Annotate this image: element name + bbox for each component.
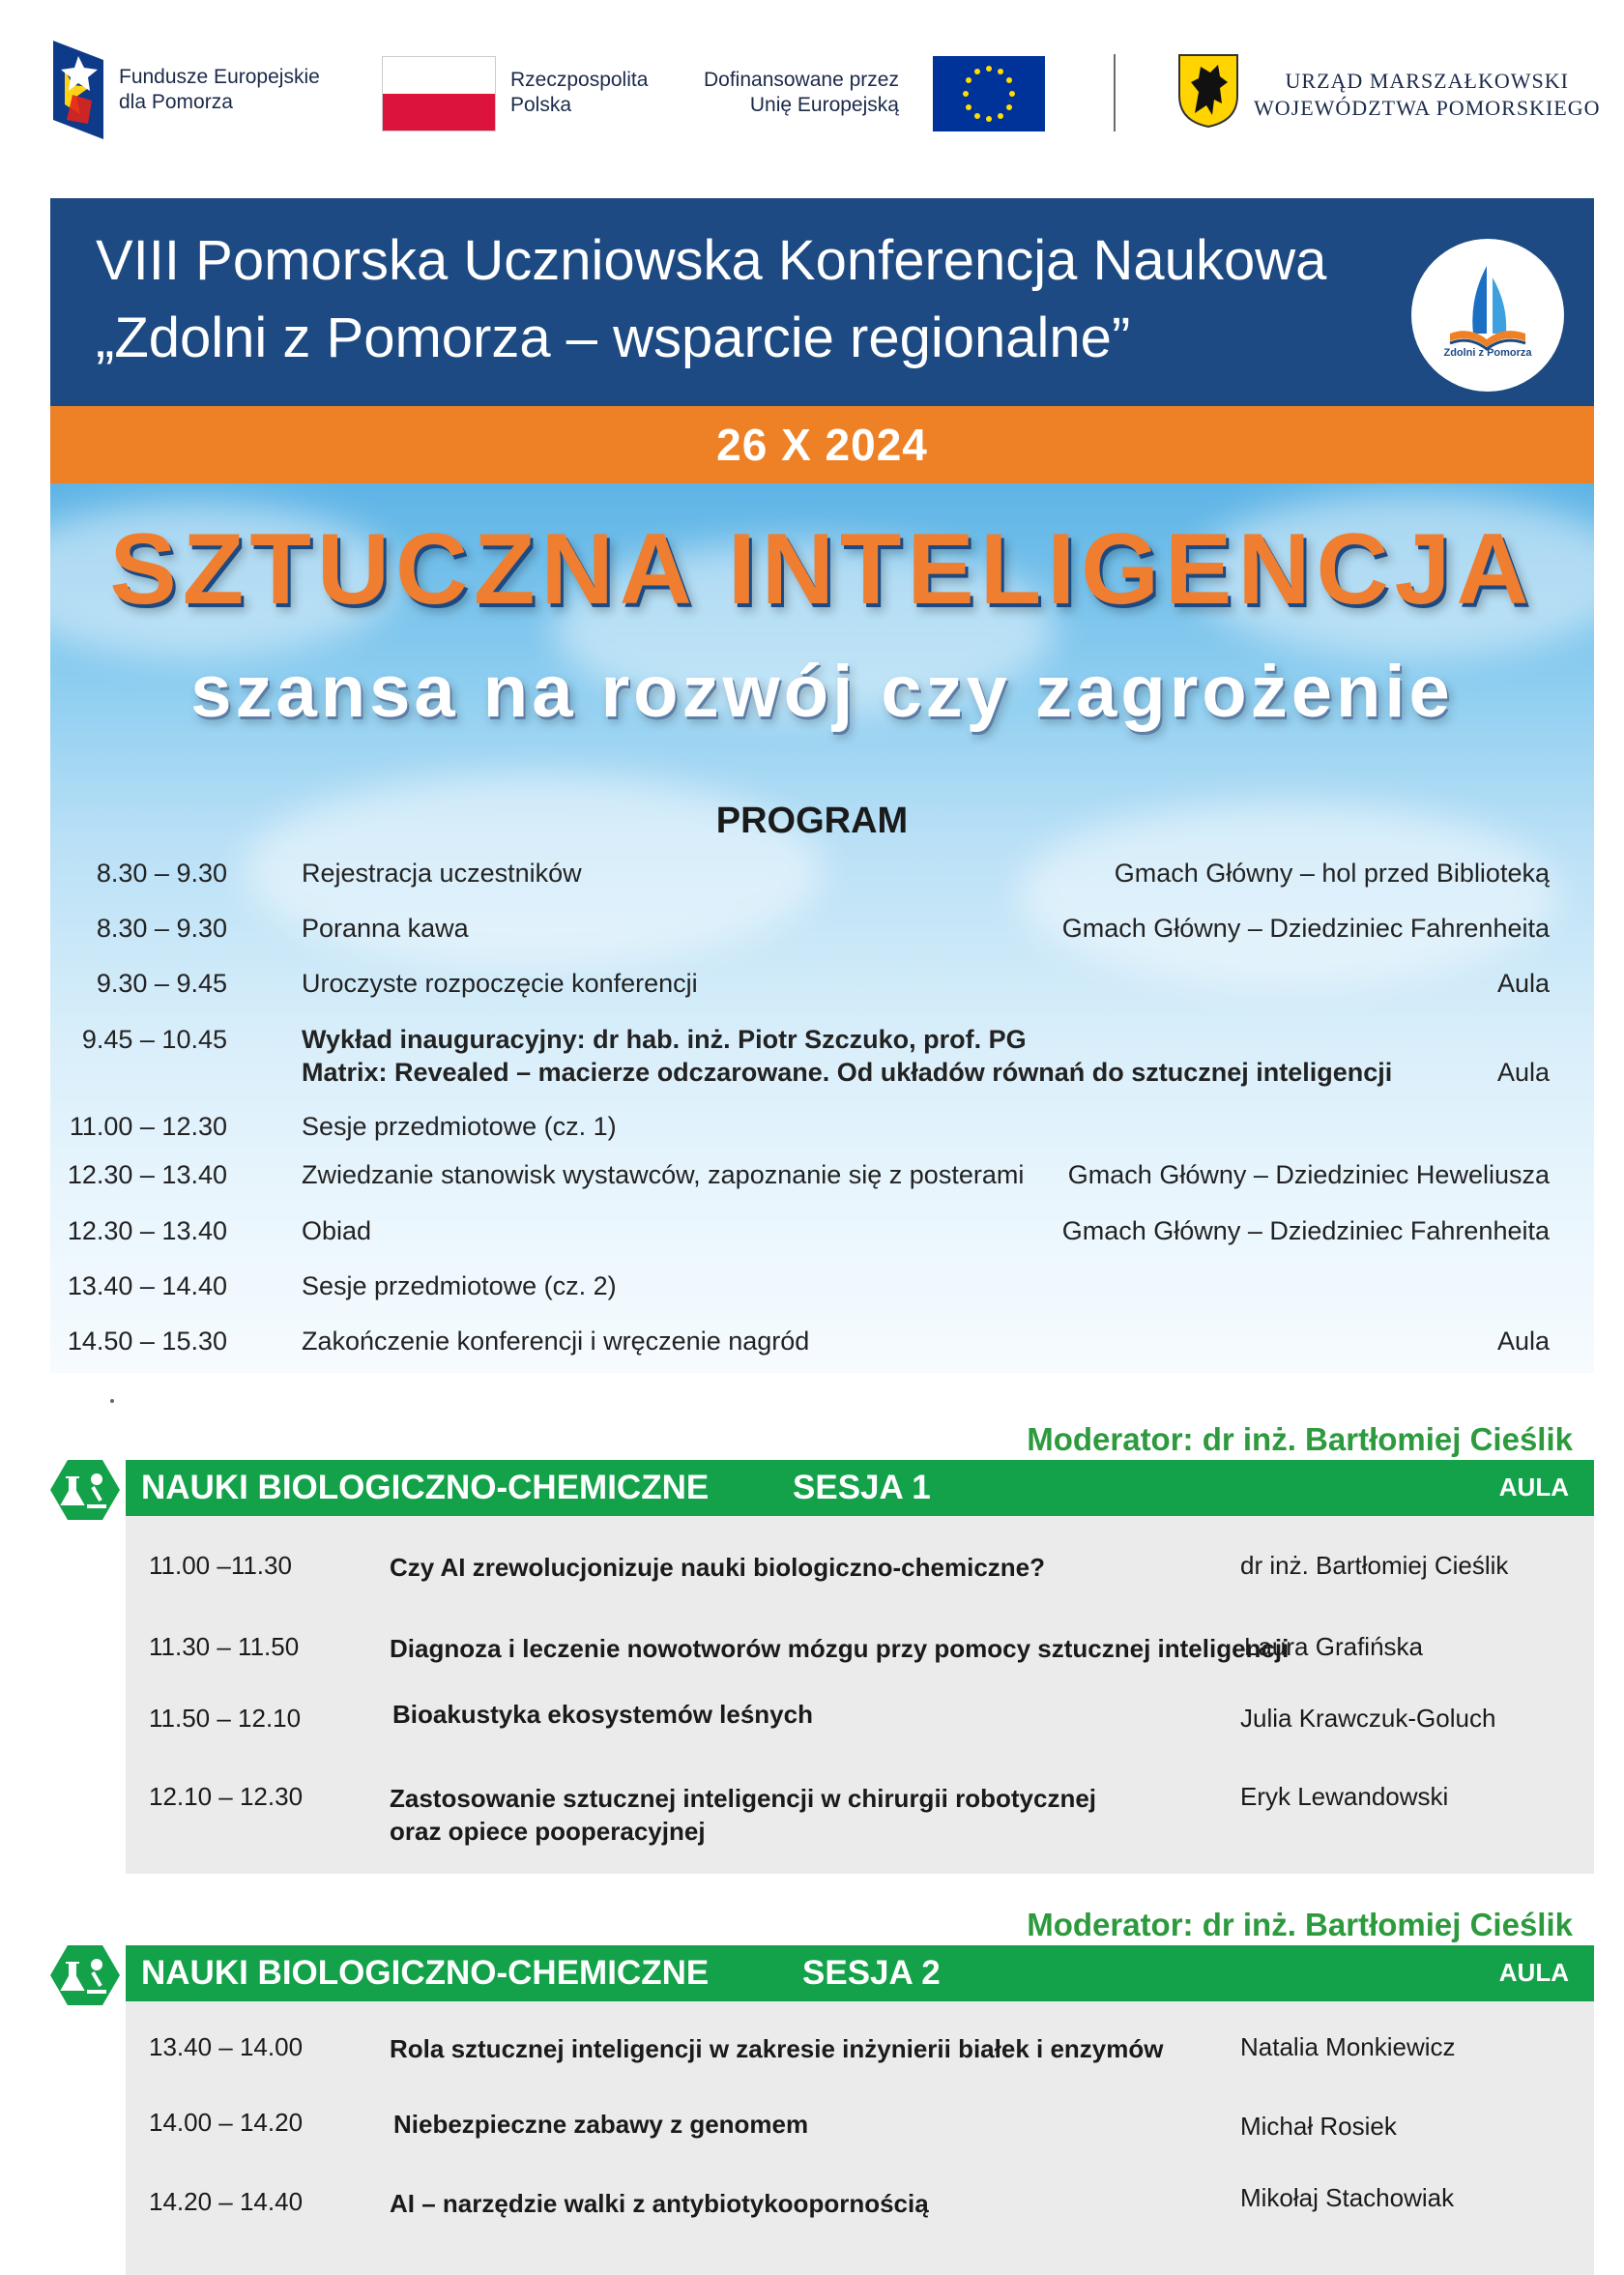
program-desc: Sesje przedmiotowe (cz. 2) [302, 1271, 617, 1300]
theme-subtitle: szansa na rozwój czy zagrożenie [190, 651, 1454, 733]
conference-header [50, 198, 1594, 406]
program-time: 11.00 – 12.30 [69, 1112, 227, 1141]
talk-time: 12.10 – 12.30 [149, 1782, 304, 1811]
talk-title: AI – narzędzie walki z antybiotykoopornością [390, 2189, 929, 2218]
fe-text-line1: Fundusze Europejskie [119, 66, 320, 88]
fe-text-line2: dla Pomorza [119, 91, 233, 113]
session1-moderator: Moderator: dr inż. Bartłomiej Cieślik [1027, 1421, 1573, 1457]
talk-speaker: Eryk Lewandowski [1240, 1782, 1449, 1811]
program-location: Aula [1496, 1058, 1550, 1087]
biology-chemistry-icon [50, 1458, 120, 1522]
rp-logo-text [510, 68, 648, 118]
program-desc: Obiad [302, 1216, 372, 1245]
program-time: 14.50 – 15.30 [67, 1327, 227, 1356]
session2-room: AULA [1498, 1958, 1569, 1987]
theme-title: SZTUCZNA INTELIGENCJA [109, 513, 1535, 626]
session1-field: NAUKI BIOLOGICZNO-CHEMICZNE [141, 1469, 710, 1506]
eu-flag-icon [933, 56, 1045, 131]
talk-title: Czy AI zrewolucjonizuje nauki biologiczno-chemiczne? [390, 1553, 1046, 1582]
program-time: 12.30 – 13.40 [67, 1160, 227, 1189]
talk-time: 14.20 – 14.40 [149, 2187, 304, 2216]
logo-strip [0, 0, 1624, 184]
talk-speaker: Michał Rosiek [1240, 2112, 1397, 2141]
ue-text-line2: Unię Europejską [749, 94, 899, 116]
fe-star-icon [53, 41, 103, 139]
stray-dot [110, 1399, 114, 1403]
zdolni-logo-text: Zdolni z Pomorza [1443, 347, 1532, 359]
program-desc: Rejestracja uczestników [302, 859, 582, 888]
conference-title-line1: VIII Pomorska Uczniowska Konferencja Naukowa [96, 229, 1327, 292]
program-time: 8.30 – 9.30 [96, 859, 227, 888]
session1-header-bar [126, 1460, 1594, 1516]
program-location: Aula [1496, 969, 1550, 998]
program-time: 8.30 – 9.30 [96, 914, 227, 943]
talk-time: 11.30 – 11.50 [149, 1632, 300, 1661]
talk-title: Bioakustyka ekosystemów leśnych [392, 1700, 813, 1729]
talk-title: Niebezpieczne zabawy z genomem [393, 2110, 809, 2139]
program-time: 12.30 – 13.40 [67, 1216, 227, 1245]
talk-speaker: Natalia Monkiewicz [1240, 2032, 1456, 2061]
program-location: Gmach Główny – Dziedziniec Heweliusza [1067, 1160, 1550, 1189]
talk-time: 14.00 – 14.20 [149, 2108, 304, 2137]
talk-title: Zastosowanie sztucznej inteligencji w chirurgii robotycznej oraz opiece pooperacyjnej [390, 1784, 1097, 1846]
program-time: 13.40 – 14.40 [67, 1271, 227, 1300]
biology-chemistry-icon [50, 1943, 120, 2007]
talk-speaker: Mikołaj Stachowiak [1240, 2183, 1455, 2212]
program-location: Gmach Główny – hol przed Biblioteką [1114, 859, 1550, 888]
program-time: 9.45 – 10.45 [81, 1025, 227, 1054]
conference-date: 26 X 2024 [50, 406, 1594, 483]
talk-title: Rola sztucznej inteligencji w zakresie inżynierii białek i enzymów [390, 2034, 1164, 2063]
session2-field: NAUKI BIOLOGICZNO-CHEMICZNE [141, 1954, 710, 1992]
umwp-text-line1: URZĄD MARSZAŁKOWSKI [1285, 69, 1569, 93]
program-time: 9.30 – 9.45 [96, 969, 227, 998]
program-location: Aula [1496, 1327, 1550, 1356]
talk-speaker: dr inż. Bartłomiej Cieślik [1240, 1551, 1509, 1580]
umwp-text-line2: WOJEWÓDZTWA POMORSKIEGO [1254, 96, 1601, 120]
session1-room: AULA [1498, 1473, 1569, 1502]
polish-flag-icon [382, 56, 496, 131]
talk-time: 11.00 –11.30 [149, 1551, 292, 1580]
fundusze-europejskie-logo [53, 41, 320, 139]
ue-cofinance-text [704, 68, 899, 118]
conference-title-line2: „Zdolni z Pomorza – wsparcie regionalne” [96, 306, 1131, 369]
program-location: Gmach Główny – Dziedziniec Fahrenheita [1061, 1216, 1550, 1245]
talk-time: 11.50 – 12.10 [149, 1704, 302, 1733]
session1-talks [126, 1516, 1594, 1874]
rp-text-line2: Polska [510, 94, 572, 116]
program-location: Gmach Główny – Dziedziniec Fahrenheita [1061, 914, 1550, 943]
keynote-speaker: Wykład inauguracyjny: dr hab. inż. Piotr Szczuko, prof. PG [302, 1025, 1027, 1054]
program-heading: PROGRAM [715, 801, 909, 841]
ue-text-line1: Dofinansowane przez [704, 69, 899, 91]
session2-number: SESJA 2 [802, 1954, 941, 1992]
session2-header-bar [126, 1945, 1594, 2001]
talk-speaker: Julia Krawczuk-Goluch [1240, 1704, 1496, 1733]
session2-moderator: Moderator: dr inż. Bartłomiej Cieślik [1027, 1907, 1573, 1942]
talk-speaker: Laura Grafińska [1244, 1632, 1423, 1661]
griffin-crest-icon [1177, 53, 1239, 129]
program-desc: Poranna kawa [302, 914, 469, 943]
umwp-logo-text [1254, 68, 1600, 122]
conference-title [96, 222, 1326, 377]
session1-number: SESJA 1 [793, 1469, 931, 1506]
talk-title: Diagnoza i leczenie nowotworów mózgu przy pomocy sztucznej inteligencji [390, 1634, 1290, 1663]
program-desc: Sesje przedmiotowe (cz. 1) [302, 1112, 617, 1141]
rp-text-line1: Rzeczpospolita [510, 69, 649, 91]
session2-talks [126, 2001, 1594, 2275]
program-desc: Uroczyste rozpoczęcie konferencji [302, 969, 698, 998]
sailboat-book-icon [1411, 239, 1564, 392]
keynote-title: Matrix: Revealed – macierze odczarowane. Od układów równań do sztucznej inteligencji [302, 1058, 1393, 1087]
zdolni-z-pomorza-logo [1411, 239, 1564, 392]
program-desc: Zakończenie konferencji i wręczenie nagród [302, 1327, 810, 1356]
logo-divider [1114, 54, 1116, 131]
talk-time: 13.40 – 14.00 [149, 2032, 304, 2061]
program-desc: Zwiedzanie stanowisk wystawców, zapoznanie się z posterami [302, 1160, 1025, 1189]
